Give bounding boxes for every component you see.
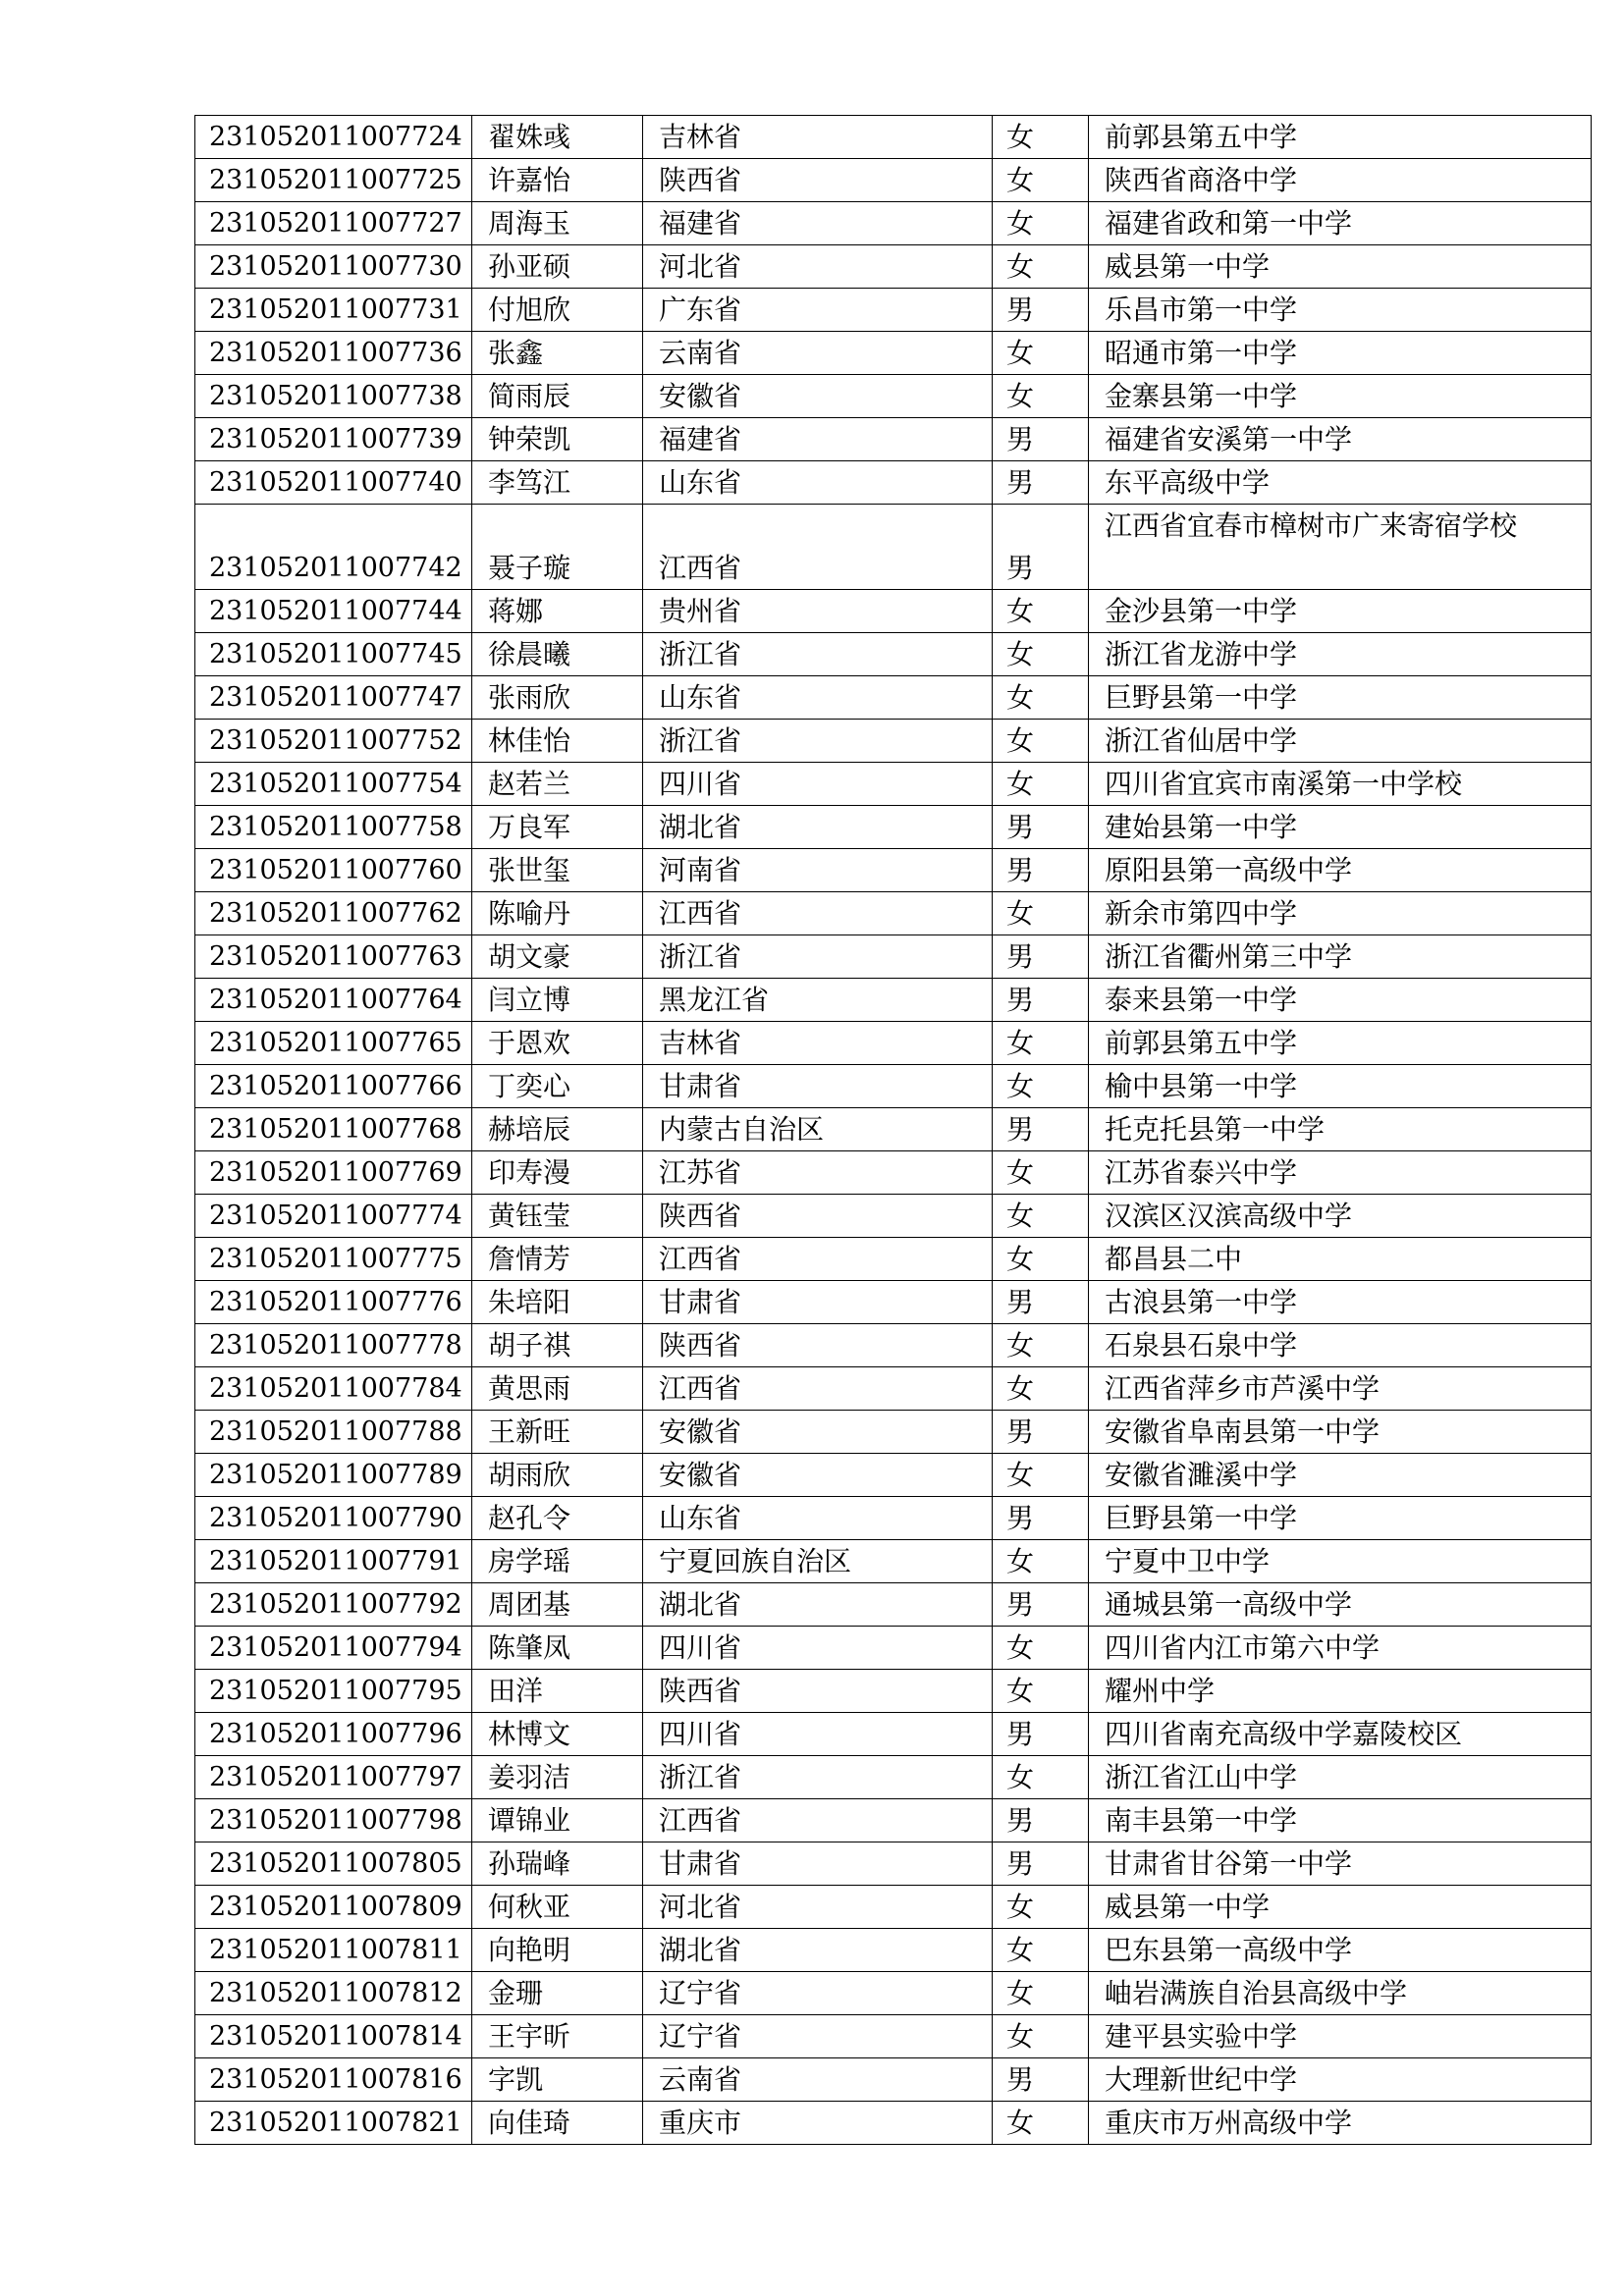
student-id-cell: 231052011007745	[195, 633, 472, 676]
province-cell: 四川省	[643, 763, 993, 806]
gender-cell: 男	[993, 1497, 1089, 1540]
table-row	[195, 2015, 1592, 2058]
student-name-cell: 张雨欣	[472, 676, 643, 720]
student-id-cell: 231052011007805	[195, 1842, 472, 1886]
student-name-cell: 向佳琦	[472, 2102, 643, 2145]
school-cell: 浙江省衢州第三中学	[1089, 935, 1592, 979]
student-id-cell: 231052011007778	[195, 1324, 472, 1367]
student-name-cell: 詹情芳	[472, 1238, 643, 1281]
gender-cell: 女	[993, 1540, 1089, 1583]
student-id-cell: 231052011007797	[195, 1756, 472, 1799]
student-id-cell: 231052011007789	[195, 1454, 472, 1497]
student-name-cell: 聂子璇	[472, 505, 643, 590]
table-row	[195, 1324, 1592, 1367]
province-cell: 内蒙古自治区	[643, 1108, 993, 1151]
gender-cell: 男	[993, 1583, 1089, 1627]
province-cell: 甘肃省	[643, 1065, 993, 1108]
table-row	[195, 2102, 1592, 2145]
province-cell: 浙江省	[643, 633, 993, 676]
school-cell: 浙江省江山中学	[1089, 1756, 1592, 1799]
student-id-cell: 231052011007765	[195, 1022, 472, 1065]
student-name-cell: 胡雨欣	[472, 1454, 643, 1497]
school-cell: 东平高级中学	[1089, 461, 1592, 505]
student-name-cell: 徐晨曦	[472, 633, 643, 676]
table-row	[195, 849, 1592, 892]
school-cell: 重庆市万州高级中学	[1089, 2102, 1592, 2145]
student-id-cell: 231052011007798	[195, 1799, 472, 1842]
school-cell: 四川省宜宾市南溪第一中学校	[1089, 763, 1592, 806]
student-id-cell: 231052011007747	[195, 676, 472, 720]
table-row	[195, 1886, 1592, 1929]
student-name-cell: 林博文	[472, 1713, 643, 1756]
gender-cell: 女	[993, 892, 1089, 935]
table-row	[195, 289, 1592, 332]
student-name-cell: 于恩欢	[472, 1022, 643, 1065]
table-row	[195, 1238, 1592, 1281]
student-id-cell: 231052011007760	[195, 849, 472, 892]
student-name-cell: 孙亚硕	[472, 245, 643, 289]
student-id-cell: 231052011007776	[195, 1281, 472, 1324]
province-cell: 河北省	[643, 245, 993, 289]
province-cell: 湖北省	[643, 1929, 993, 1972]
student-id-cell: 231052011007795	[195, 1670, 472, 1713]
province-cell: 辽宁省	[643, 1972, 993, 2015]
student-name-cell: 胡文豪	[472, 935, 643, 979]
table-row	[195, 590, 1592, 633]
school-cell: 通城县第一高级中学	[1089, 1583, 1592, 1627]
gender-cell: 女	[993, 159, 1089, 202]
student-name-cell: 赵孔令	[472, 1497, 643, 1540]
table-row	[195, 2058, 1592, 2102]
school-cell: 威县第一中学	[1089, 1886, 1592, 1929]
province-cell: 吉林省	[643, 1022, 993, 1065]
table-row	[195, 1065, 1592, 1108]
student-name-cell: 字凯	[472, 2058, 643, 2102]
school-cell: 浙江省仙居中学	[1089, 720, 1592, 763]
table-row	[195, 1842, 1592, 1886]
gender-cell: 女	[993, 763, 1089, 806]
student-name-cell: 陈肇凤	[472, 1627, 643, 1670]
student-id-cell: 231052011007809	[195, 1886, 472, 1929]
table-row	[195, 1108, 1592, 1151]
school-cell: 宁夏中卫中学	[1089, 1540, 1592, 1583]
school-cell: 安徽省濉溪中学	[1089, 1454, 1592, 1497]
school-cell: 汉滨区汉滨高级中学	[1089, 1195, 1592, 1238]
student-name-cell: 向艳明	[472, 1929, 643, 1972]
student-id-cell: 231052011007727	[195, 202, 472, 245]
province-cell: 山东省	[643, 1497, 993, 1540]
gender-cell: 男	[993, 979, 1089, 1022]
gender-cell: 女	[993, 1627, 1089, 1670]
table-row	[195, 1540, 1592, 1583]
school-cell: 威县第一中学	[1089, 245, 1592, 289]
gender-cell: 女	[993, 1454, 1089, 1497]
school-cell: 江苏省泰兴中学	[1089, 1151, 1592, 1195]
province-cell: 四川省	[643, 1627, 993, 1670]
student-id-cell: 231052011007775	[195, 1238, 472, 1281]
school-cell: 巴东县第一高级中学	[1089, 1929, 1592, 1972]
school-cell: 石泉县石泉中学	[1089, 1324, 1592, 1367]
province-cell: 福建省	[643, 202, 993, 245]
province-cell: 贵州省	[643, 590, 993, 633]
gender-cell: 男	[993, 418, 1089, 461]
province-cell: 吉林省	[643, 116, 993, 159]
student-id-cell: 231052011007762	[195, 892, 472, 935]
table-row	[195, 1454, 1592, 1497]
gender-cell: 女	[993, 633, 1089, 676]
student-id-cell: 231052011007758	[195, 806, 472, 849]
student-name-cell: 孙瑞峰	[472, 1842, 643, 1886]
school-cell: 甘肃省甘谷第一中学	[1089, 1842, 1592, 1886]
school-cell: 福建省安溪第一中学	[1089, 418, 1592, 461]
student-name-cell: 丁奕心	[472, 1065, 643, 1108]
gender-cell: 女	[993, 1195, 1089, 1238]
province-cell: 江西省	[643, 1367, 993, 1411]
school-cell: 安徽省阜南县第一中学	[1089, 1411, 1592, 1454]
school-cell: 四川省南充高级中学嘉陵校区	[1089, 1713, 1592, 1756]
student-name-cell: 万良军	[472, 806, 643, 849]
province-cell: 陕西省	[643, 1324, 993, 1367]
student-id-cell: 231052011007731	[195, 289, 472, 332]
gender-cell: 女	[993, 590, 1089, 633]
table-row	[195, 806, 1592, 849]
table-row	[195, 979, 1592, 1022]
student-name-cell: 周海玉	[472, 202, 643, 245]
province-cell: 山东省	[643, 461, 993, 505]
province-cell: 河北省	[643, 1886, 993, 1929]
gender-cell: 女	[993, 1022, 1089, 1065]
student-name-cell: 何秋亚	[472, 1886, 643, 1929]
student-id-cell: 231052011007769	[195, 1151, 472, 1195]
student-id-cell: 231052011007812	[195, 1972, 472, 2015]
gender-cell: 男	[993, 1411, 1089, 1454]
school-cell: 四川省内江市第六中学	[1089, 1627, 1592, 1670]
province-cell: 辽宁省	[643, 2015, 993, 2058]
school-cell: 岫岩满族自治县高级中学	[1089, 1972, 1592, 2015]
student-name-cell: 陈喻丹	[472, 892, 643, 935]
school-cell: 建始县第一中学	[1089, 806, 1592, 849]
gender-cell: 男	[993, 1108, 1089, 1151]
student-id-cell: 231052011007752	[195, 720, 472, 763]
table-row	[195, 676, 1592, 720]
school-cell: 巨野县第一中学	[1089, 676, 1592, 720]
province-cell: 福建省	[643, 418, 993, 461]
gender-cell: 男	[993, 1713, 1089, 1756]
table-row	[195, 1670, 1592, 1713]
student-id-cell: 231052011007763	[195, 935, 472, 979]
school-cell: 南丰县第一中学	[1089, 1799, 1592, 1842]
student-name-cell: 黄思雨	[472, 1367, 643, 1411]
school-cell: 建平县实验中学	[1089, 2015, 1592, 2058]
student-id-cell: 231052011007811	[195, 1929, 472, 1972]
school-cell: 金寨县第一中学	[1089, 375, 1592, 418]
province-cell: 安徽省	[643, 1411, 993, 1454]
gender-cell: 男	[993, 806, 1089, 849]
gender-cell: 女	[993, 1065, 1089, 1108]
gender-cell: 男	[993, 1281, 1089, 1324]
province-cell: 江西省	[643, 505, 993, 590]
table-row	[195, 245, 1592, 289]
province-cell: 广东省	[643, 289, 993, 332]
table-row	[195, 1713, 1592, 1756]
table-row	[195, 1195, 1592, 1238]
province-cell: 云南省	[643, 332, 993, 375]
gender-cell: 男	[993, 2058, 1089, 2102]
gender-cell: 女	[993, 1367, 1089, 1411]
school-cell: 金沙县第一中学	[1089, 590, 1592, 633]
province-cell: 浙江省	[643, 1756, 993, 1799]
province-cell: 重庆市	[643, 2102, 993, 2145]
student-name-cell: 钟荣凯	[472, 418, 643, 461]
gender-cell: 女	[993, 720, 1089, 763]
table-row	[195, 1022, 1592, 1065]
table-row	[195, 935, 1592, 979]
province-cell: 湖北省	[643, 1583, 993, 1627]
province-cell: 宁夏回族自治区	[643, 1540, 993, 1583]
school-cell: 江西省萍乡市芦溪中学	[1089, 1367, 1592, 1411]
province-cell: 安徽省	[643, 1454, 993, 1497]
table-row	[195, 720, 1592, 763]
table-row	[195, 332, 1592, 375]
table-row	[195, 505, 1592, 590]
student-id-cell: 231052011007766	[195, 1065, 472, 1108]
table-row	[195, 461, 1592, 505]
table-row	[195, 892, 1592, 935]
province-cell: 甘肃省	[643, 1842, 993, 1886]
province-cell: 云南省	[643, 2058, 993, 2102]
gender-cell: 女	[993, 1238, 1089, 1281]
school-cell: 前郭县第五中学	[1089, 116, 1592, 159]
table-row	[195, 1281, 1592, 1324]
table-row	[195, 1367, 1592, 1411]
student-id-cell: 231052011007814	[195, 2015, 472, 2058]
school-cell: 浙江省龙游中学	[1089, 633, 1592, 676]
school-cell: 新余市第四中学	[1089, 892, 1592, 935]
table-body	[195, 116, 1592, 2145]
student-name-cell: 王宇昕	[472, 2015, 643, 2058]
school-cell: 昭通市第一中学	[1089, 332, 1592, 375]
student-id-cell: 231052011007792	[195, 1583, 472, 1627]
student-name-cell: 付旭欣	[472, 289, 643, 332]
table-row	[195, 763, 1592, 806]
province-cell: 黑龙江省	[643, 979, 993, 1022]
table-row	[195, 1799, 1592, 1842]
student-name-cell: 赫培辰	[472, 1108, 643, 1151]
student-id-cell: 231052011007754	[195, 763, 472, 806]
table-row	[195, 202, 1592, 245]
table-row	[195, 159, 1592, 202]
student-name-cell: 赵若兰	[472, 763, 643, 806]
table-row	[195, 1151, 1592, 1195]
gender-cell: 男	[993, 505, 1089, 590]
student-name-cell: 黄钰莹	[472, 1195, 643, 1238]
province-cell: 甘肃省	[643, 1281, 993, 1324]
student-name-cell: 李笃江	[472, 461, 643, 505]
table-row	[195, 1929, 1592, 1972]
student-id-cell: 231052011007725	[195, 159, 472, 202]
student-name-cell: 胡子祺	[472, 1324, 643, 1367]
gender-cell: 男	[993, 935, 1089, 979]
gender-cell: 男	[993, 1799, 1089, 1842]
gender-cell: 男	[993, 289, 1089, 332]
gender-cell: 男	[993, 1842, 1089, 1886]
student-name-cell: 蒋娜	[472, 590, 643, 633]
province-cell: 陕西省	[643, 1195, 993, 1238]
school-cell: 大理新世纪中学	[1089, 2058, 1592, 2102]
gender-cell: 女	[993, 2102, 1089, 2145]
student-name-cell: 田洋	[472, 1670, 643, 1713]
student-name-cell: 金珊	[472, 1972, 643, 2015]
province-cell: 江苏省	[643, 1151, 993, 1195]
gender-cell: 女	[993, 375, 1089, 418]
province-cell: 江西省	[643, 1799, 993, 1842]
gender-cell: 男	[993, 461, 1089, 505]
gender-cell: 男	[993, 849, 1089, 892]
student-name-cell: 林佳怡	[472, 720, 643, 763]
student-name-cell: 房学瑶	[472, 1540, 643, 1583]
table-row	[195, 1756, 1592, 1799]
student-name-cell: 许嘉怡	[472, 159, 643, 202]
school-cell: 江西省宜春市樟树市广来寄宿学校	[1089, 505, 1592, 590]
student-id-cell: 231052011007742	[195, 505, 472, 590]
table-row	[195, 1497, 1592, 1540]
student-name-cell: 简雨辰	[472, 375, 643, 418]
student-id-cell: 231052011007744	[195, 590, 472, 633]
school-cell: 托克托县第一中学	[1089, 1108, 1592, 1151]
province-cell: 浙江省	[643, 720, 993, 763]
table-row	[195, 1972, 1592, 2015]
gender-cell: 女	[993, 202, 1089, 245]
gender-cell: 女	[993, 1670, 1089, 1713]
school-cell: 陕西省商洛中学	[1089, 159, 1592, 202]
student-name-cell: 张世玺	[472, 849, 643, 892]
school-cell: 福建省政和第一中学	[1089, 202, 1592, 245]
school-cell: 泰来县第一中学	[1089, 979, 1592, 1022]
gender-cell: 女	[993, 245, 1089, 289]
school-cell: 乐昌市第一中学	[1089, 289, 1592, 332]
student-name-cell: 印寿漫	[472, 1151, 643, 1195]
school-cell: 巨野县第一中学	[1089, 1497, 1592, 1540]
student-id-cell: 231052011007768	[195, 1108, 472, 1151]
province-cell: 河南省	[643, 849, 993, 892]
province-cell: 陕西省	[643, 159, 993, 202]
school-cell: 榆中县第一中学	[1089, 1065, 1592, 1108]
table-row	[195, 418, 1592, 461]
province-cell: 安徽省	[643, 375, 993, 418]
gender-cell: 女	[993, 1972, 1089, 2015]
province-cell: 湖北省	[643, 806, 993, 849]
student-name-cell: 姜羽洁	[472, 1756, 643, 1799]
gender-cell: 女	[993, 1151, 1089, 1195]
student-id-cell: 231052011007821	[195, 2102, 472, 2145]
student-id-cell: 231052011007774	[195, 1195, 472, 1238]
school-cell: 前郭县第五中学	[1089, 1022, 1592, 1065]
student-id-cell: 231052011007738	[195, 375, 472, 418]
gender-cell: 女	[993, 2015, 1089, 2058]
gender-cell: 女	[993, 1324, 1089, 1367]
student-id-cell: 231052011007790	[195, 1497, 472, 1540]
school-cell: 古浪县第一中学	[1089, 1281, 1592, 1324]
school-cell: 耀州中学	[1089, 1670, 1592, 1713]
gender-cell: 女	[993, 1929, 1089, 1972]
province-cell: 陕西省	[643, 1670, 993, 1713]
province-cell: 浙江省	[643, 935, 993, 979]
student-name-cell: 闫立博	[472, 979, 643, 1022]
province-cell: 四川省	[643, 1713, 993, 1756]
student-id-cell: 231052011007724	[195, 116, 472, 159]
student-id-cell: 231052011007794	[195, 1627, 472, 1670]
table-row	[195, 116, 1592, 159]
student-id-cell: 231052011007730	[195, 245, 472, 289]
student-id-cell: 231052011007740	[195, 461, 472, 505]
gender-cell: 女	[993, 676, 1089, 720]
province-cell: 江西省	[643, 892, 993, 935]
province-cell: 江西省	[643, 1238, 993, 1281]
school-cell: 原阳县第一高级中学	[1089, 849, 1592, 892]
student-name-cell: 张鑫	[472, 332, 643, 375]
student-name-cell: 谭锦业	[472, 1799, 643, 1842]
student-table	[194, 115, 1592, 2145]
student-id-cell: 231052011007788	[195, 1411, 472, 1454]
student-name-cell: 朱培阳	[472, 1281, 643, 1324]
gender-cell: 女	[993, 1886, 1089, 1929]
student-id-cell: 231052011007739	[195, 418, 472, 461]
student-id-cell: 231052011007784	[195, 1367, 472, 1411]
student-name-cell: 王新旺	[472, 1411, 643, 1454]
table-row	[195, 1627, 1592, 1670]
province-cell: 山东省	[643, 676, 993, 720]
school-cell: 都昌县二中	[1089, 1238, 1592, 1281]
gender-cell: 女	[993, 332, 1089, 375]
student-id-cell: 231052011007764	[195, 979, 472, 1022]
table-row	[195, 1583, 1592, 1627]
student-id-cell: 231052011007796	[195, 1713, 472, 1756]
student-name-cell: 周团基	[472, 1583, 643, 1627]
gender-cell: 女	[993, 1756, 1089, 1799]
student-id-cell: 231052011007816	[195, 2058, 472, 2102]
student-name-cell: 翟姝彧	[472, 116, 643, 159]
gender-cell: 女	[993, 116, 1089, 159]
table-row	[195, 633, 1592, 676]
student-id-cell: 231052011007791	[195, 1540, 472, 1583]
table-row	[195, 1411, 1592, 1454]
student-id-cell: 231052011007736	[195, 332, 472, 375]
table-row	[195, 375, 1592, 418]
